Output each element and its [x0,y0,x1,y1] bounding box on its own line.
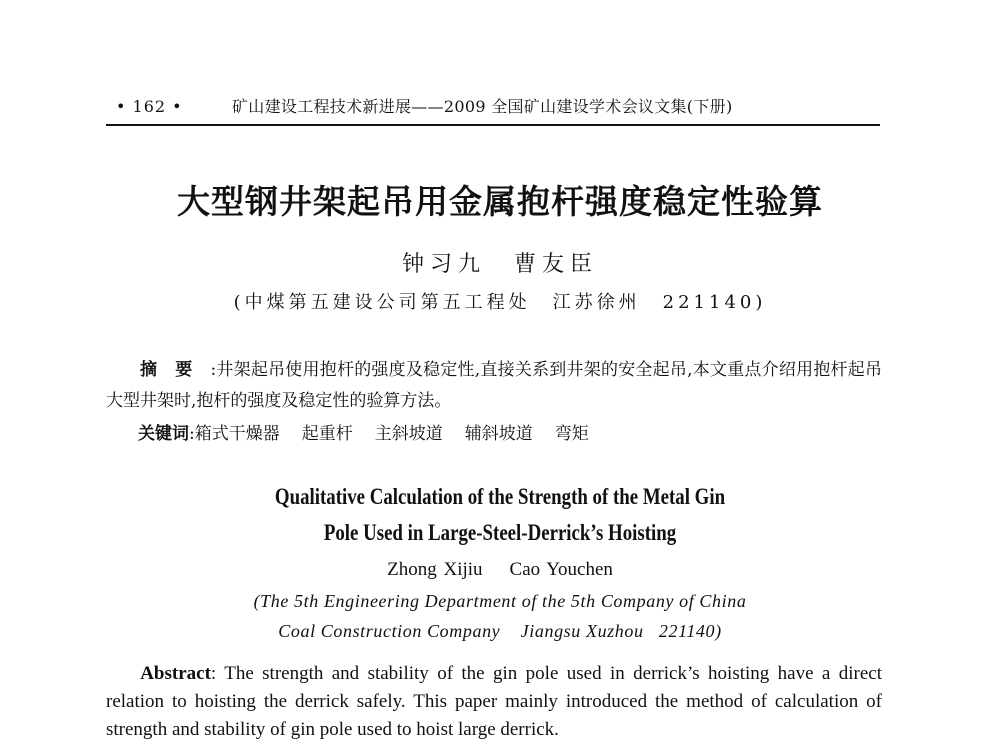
journal-title: 矿山建设工程技术新进展——2009 全国矿山建设学术会议文集(下册) [232,97,733,116]
chinese-abstract-label: 摘要 [140,360,211,380]
chinese-keywords [138,419,882,450]
chinese-keywords-label: 关键词 [138,424,189,444]
keyword: 箱式干燥器 [194,424,280,444]
running-header [106,92,880,122]
english-abstract-text: : The strength and stability of the gin pole used in derrick’s hoisting have a direct relation to hoisting the derrick safely. This paper mainly introduced the method of calculation of strength and stability of gin pole used to hoist large derrick. [106,663,882,740]
english-abstract [106,660,882,744]
keyword: 主斜坡道 [374,424,443,444]
chinese-authors: 钟习九 曹友臣 [401,252,598,277]
english-affiliation-line-1: (The 5th Engineering Department of the 5th Company of China [253,591,747,611]
keywords-separator: : [189,424,195,444]
english-title-line-2: Pole Used in Large-Steel-Derrick’s Hoisting [323,520,677,545]
english-title-line-1: Qualitative Calculation of the Strength of the Metal Gin [274,484,726,509]
english-abstract-label: Abstract [140,663,211,684]
header-rule [106,124,880,126]
keyword: 弯矩 [554,424,589,444]
chinese-abstract-text: :井架起吊使用抱杆的强度及稳定性,直接关系到井架的安全起吊,本文重点介绍用抱杆起吊大型井架时,抱杆的强度及稳定性的验算方法。 [106,360,882,411]
chinese-title: 大型钢井架起吊用金属抱杆强度稳定性验算 [177,182,823,221]
english-affiliation-line-2: Coal Construction Company Jiangsu Xuzhou 221140) [278,621,722,641]
page-number: • 162 • [116,97,183,116]
chinese-affiliation: (中煤第五建设公司第五工程处 江苏徐州 221140) [233,292,767,313]
keyword: 辅斜坡道 [464,424,533,444]
chinese-abstract [106,355,882,417]
english-authors: Zhong Xijiu Cao Youchen [387,559,613,580]
keyword: 起重杆 [301,424,353,444]
